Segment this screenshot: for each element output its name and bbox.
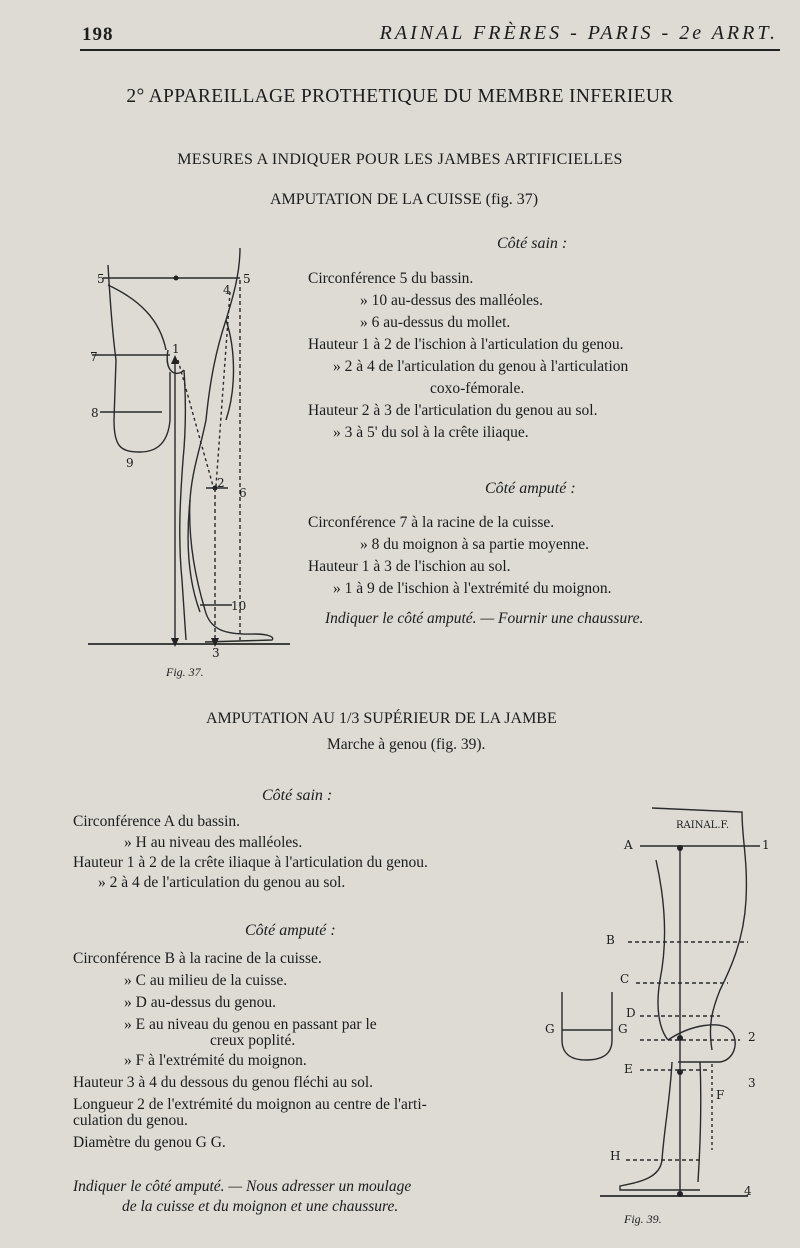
thigh-ampute-line: Circonférence 7 à la racine de la cuisse. <box>308 514 555 531</box>
thigh-sain-line: Circonférence 5 du bassin. <box>308 270 474 287</box>
leg-ampute-line: creux poplité. <box>210 1032 296 1049</box>
fig39-brand: RAINAL.F. <box>676 820 730 831</box>
leg-ampute-line: Hauteur 3 à 4 du dessous du genou fléchi au sol. <box>73 1074 374 1091</box>
thigh-sain-line: Hauteur 1 à 2 de l'ischion à l'articulation du genou. <box>308 336 624 353</box>
leg-ampute-line: Longueur 2 de l'extrémité du moignon au centre de l'arti- <box>73 1096 427 1113</box>
leg-ampute-line: » E au niveau du genou en passant par le <box>124 1016 377 1033</box>
leg-ampute-line: Diamètre du genou G G. <box>73 1134 226 1151</box>
fig39-label: 2 <box>748 1030 756 1044</box>
leg-cote-sain-label: Côté sain : <box>262 787 333 804</box>
thigh-sain-line: » 6 au-dessus du mollet. <box>360 314 511 331</box>
thigh-heading: AMPUTATION DE LA CUISSE (fig. 37) <box>270 191 539 208</box>
fig39-caption: Fig. 39. <box>624 1212 662 1226</box>
leg-note-line1: Indiquer le côté amputé. — Nous adresser un moulage <box>73 1178 412 1195</box>
leg-note-line2: de la cuisse et du moignon et une chaussure. <box>122 1198 399 1215</box>
fig37-label: 5 <box>97 272 105 286</box>
fig37-label: 1 <box>172 342 180 356</box>
leg-sain-line: » H au niveau des malléoles. <box>124 834 303 851</box>
leg-ampute-line: Circonférence B à la racine de la cuisse. <box>73 950 322 967</box>
fig37-label: 3 <box>212 646 220 660</box>
leg-sain-line: Circonférence A du bassin. <box>73 813 241 830</box>
fig39-label: G <box>618 1022 628 1036</box>
thigh-note: Indiquer le côté amputé. — Fournir une chaussure. <box>325 610 644 627</box>
section-title: 2° APPAREILLAGE PROTHETIQUE DU MEMBRE INFERIEUR <box>126 86 674 107</box>
fig39-label: 4 <box>744 1184 752 1198</box>
leg-sain-line: Hauteur 1 à 2 de la crête iliaque à l'articulation du genou. <box>73 854 428 871</box>
fig39-label: F <box>716 1088 725 1102</box>
thigh-sain-line: Hauteur 2 à 3 de l'articulation du genou au sol. <box>308 402 598 419</box>
thigh-sain-line: coxo-fémorale. <box>430 380 525 397</box>
thigh-ampute-line: » 8 du moignon à sa partie moyenne. <box>360 536 590 553</box>
fig37-label: 4 <box>223 283 231 297</box>
leg-subheading: Marche à genou (fig. 39). <box>327 736 486 753</box>
fig37-label: 2 <box>217 476 225 490</box>
subtitle: MESURES A INDIQUER POUR LES JAMBES ARTIFICIELLES <box>177 151 623 168</box>
fig37-label: 5 <box>243 272 251 286</box>
thigh-sain-line: » 3 à 5' du sol à la crête iliaque. <box>333 424 529 441</box>
fig37-label: 9 <box>126 456 134 470</box>
leg-ampute-line: » D au-dessus du genou. <box>124 994 276 1011</box>
page-number: 198 <box>82 24 114 45</box>
fig37-label: 8 <box>91 406 99 420</box>
running-header: RAINAL FRÈRES - PARIS - 2e ARRT. <box>379 22 778 44</box>
thigh-sain-line: » 2 à 4 de l'articulation du genou à l'articulation <box>333 358 629 375</box>
leg-cote-ampute-label: Côté amputé : <box>245 922 336 939</box>
leg-ampute-line: culation du genou. <box>73 1112 188 1129</box>
thigh-cote-sain-label: Côté sain : <box>497 235 568 252</box>
leg-ampute-line: » F à l'extrémité du moignon. <box>124 1052 307 1069</box>
fig37-label: 7 <box>90 350 98 364</box>
thigh-ampute-line: » 1 à 9 de l'ischion à l'extrémité du moignon. <box>333 580 612 597</box>
leg-ampute-line: » C au milieu de la cuisse. <box>124 972 288 989</box>
fig39-label: B <box>606 933 615 947</box>
fig39-label: H <box>610 1149 621 1163</box>
fig39-label: E <box>624 1062 633 1076</box>
fig37-label: 10 <box>231 599 247 613</box>
leg-heading: AMPUTATION AU 1/3 SUPÉRIEUR DE LA JAMBE <box>206 710 557 727</box>
thigh-ampute-line: Hauteur 1 à 3 de l'ischion au sol. <box>308 558 511 575</box>
fig37-label: 6 <box>239 486 247 500</box>
fig39-label: 1 <box>762 838 770 852</box>
leg-sain-line: » 2 à 4 de l'articulation du genou au sol. <box>98 874 346 891</box>
fig39-label: 3 <box>748 1076 756 1090</box>
fig37-caption: Fig. 37. <box>166 665 204 679</box>
fig39-label: D <box>626 1006 636 1020</box>
fig39-label: A <box>624 838 633 852</box>
fig39-label: C <box>620 972 630 986</box>
thigh-cote-ampute-label: Côté amputé : <box>485 480 576 497</box>
thigh-sain-line: » 10 au-dessus des malléoles. <box>360 292 543 309</box>
fig39-label: G <box>545 1022 555 1036</box>
